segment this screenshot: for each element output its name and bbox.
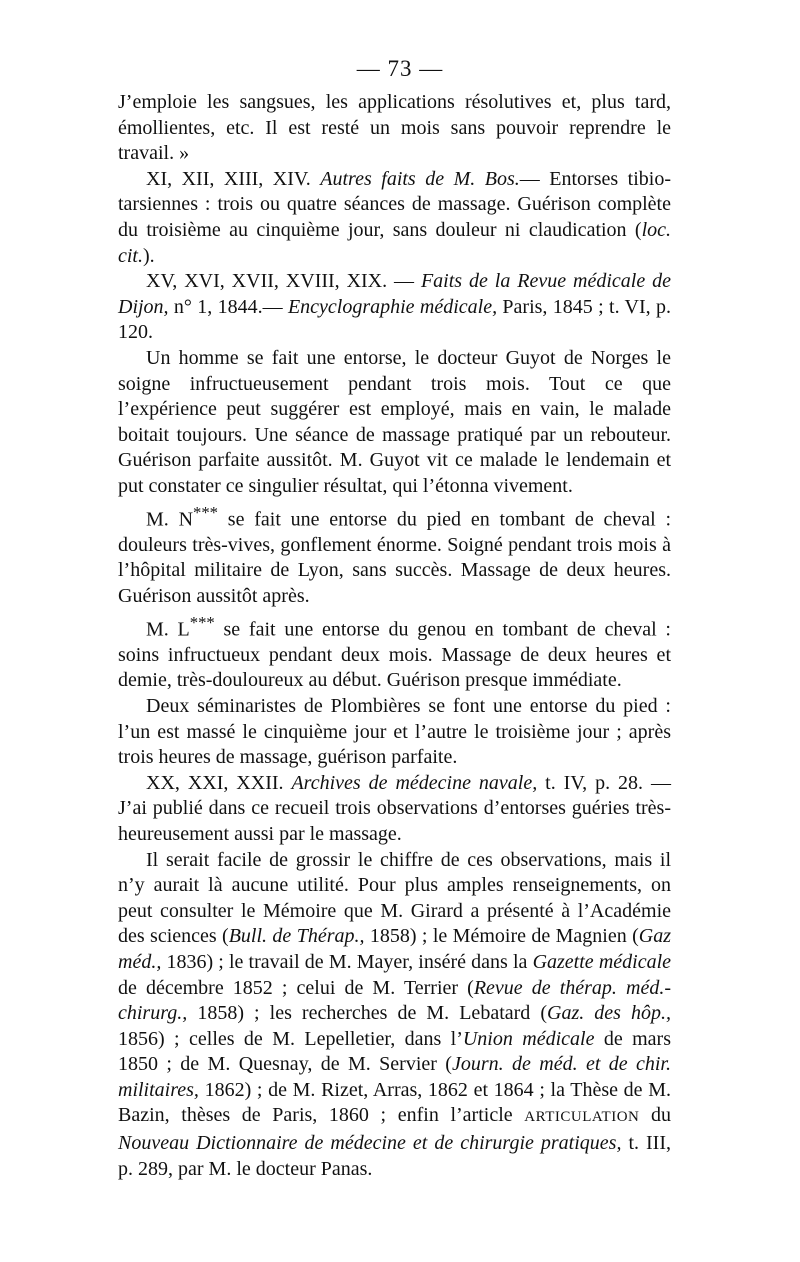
citation: Journ. de méd. et de chir. militaires, [118, 1053, 671, 1101]
paragraph-case-l [118, 610, 671, 694]
small-caps-term: ARTICULATION [524, 1109, 640, 1126]
paragraph-text: du [639, 1104, 672, 1127]
citation: Gazette médicale [532, 950, 672, 973]
paragraph-text: de décembre 1852 ; celui de M. Terrier ( [118, 976, 474, 999]
paragraph-text: ). [143, 244, 155, 267]
source-title: Faits de la Revue médicale de Dijon, [118, 270, 671, 318]
asterisks: *** [193, 502, 218, 522]
citation: Revue de thérap. méd.-chirurg., [118, 976, 671, 1025]
paragraph-text: n° 1, 1844.— [168, 295, 288, 318]
citation: Gaz méd., [118, 925, 671, 973]
source-title: Autres faits de M. Bos. [320, 167, 520, 190]
citation: Union médicale [462, 1027, 595, 1050]
paragraph-dijon-cases [118, 269, 671, 346]
paragraph-naval-archives [118, 771, 671, 848]
citation: Bull. de Thérap., [228, 925, 365, 948]
paragraph-text: — Entorses tibio-tarsiennes : trois ou quatre séances de massage. Guérison complète du troisième au cinquième jour, sans douleur ni claudication ( [118, 167, 671, 241]
paragraph-text: 1856) ; celles de M. Lepelletier, dans l’ [118, 1027, 463, 1050]
citation: Nouveau Dictionnaire de médecine et de chirurgie pratiques, [118, 1132, 622, 1155]
paragraph-continuation: J’emploie les sangsues, les applications résolutives et, plus tard, émollientes, etc. Il est resté un mois sans pouvoir reprendre le travail. » [118, 91, 671, 165]
paragraph-seminarists: Deux séminaristes de Plombières se font une entorse du pied : l’un est massé le cinquième jour et l’autre le troisième jour ; après trois heures de massage, guérison parfaite. [118, 694, 671, 769]
paragraph-references [118, 848, 671, 1183]
citation: Gaz. des hôp., [547, 1002, 671, 1025]
paragraph-text: 1836) ; le travail de M. Mayer, inséré dans la [161, 950, 533, 973]
case-numbers: XX, XXI, XXII. [146, 771, 292, 794]
paragraph-bos-cases [118, 167, 671, 269]
citation: loc. cit. [118, 218, 671, 267]
case-numbers: XV, XVI, XVII, XVIII, XIX. — [146, 270, 421, 293]
paragraph-text: 1862) ; de M. Rizet, Arras, 1862 et 1864 ; la Thèse de M. Bazin, thèses de Paris, 1860 ; enfin l’article [118, 1078, 671, 1127]
case-numbers: XI, XII, XIII, XIV. [146, 167, 321, 190]
paragraph-text: Il serait facile de grossir le chiffre de ces observations, mais il n’y aurait là aucune utilité. Pour plus amples renseignements, on peut consulter le Mémoire que M. Girard a présenté à l’Académie des sciences ( [118, 848, 671, 948]
patient-name: M. L [146, 618, 190, 641]
paragraph-text: t. IV, p. 28. — J’ai publié dans ce recueil trois observations d’entorses guéries très-heureusement aussi par le massage. [118, 771, 671, 845]
paragraph-guyot-case: Un homme se fait une entorse, le docteur Guyot de Norges le soigne infructueusement pendant trois mois. Tout ce que l’expérience peut suggérer est employé, mais en vain, le malade boitait toujours. Une séance de massage pratiqué par un rebouteur. Guérison parfaite aussitôt. M. Guyot vit ce malade le lendemain et put constater ce singulier résultat, qui l’étonna vivement. [118, 346, 671, 497]
page-number: — 73 — [356, 56, 444, 81]
patient-name: M. N [146, 508, 194, 531]
paragraph-text: 1858) ; le Mémoire de Magnien ( [364, 925, 639, 948]
source-title: Encyclographie médicale, [287, 295, 498, 318]
body-text [118, 90, 671, 1182]
source-title: Archives de médecine navale, [291, 771, 538, 794]
asterisks: *** [189, 612, 215, 632]
paragraph-text: 1858) ; les recherches de M. Lebatard ( [187, 1002, 547, 1025]
paragraph-text: se fait une entorse du genou en tombant de cheval : soins infructueux pendant deux mois. Massage de deux heures et demie, très-douloureux au début. Guérison presque immédiate. [118, 618, 671, 692]
paragraph-case-n [118, 500, 671, 610]
paragraph-text: Paris, 1845 ; t. VI, p. 120. [118, 295, 672, 344]
paragraph-text: t. III, p. 289, par M. le docteur Panas. [118, 1132, 671, 1180]
paragraph-text: de mars 1850 ; de M. Quesnay, de M. Servier ( [118, 1027, 671, 1076]
paragraph-text: se fait une entorse du pied en tombant de cheval : douleurs très-vives, gonflement énorme. Soigné pendant trois mois à l’hôpital militaire de Lyon, sans succès. Massage de deux heures. Guérison aussitôt après. [118, 508, 671, 607]
